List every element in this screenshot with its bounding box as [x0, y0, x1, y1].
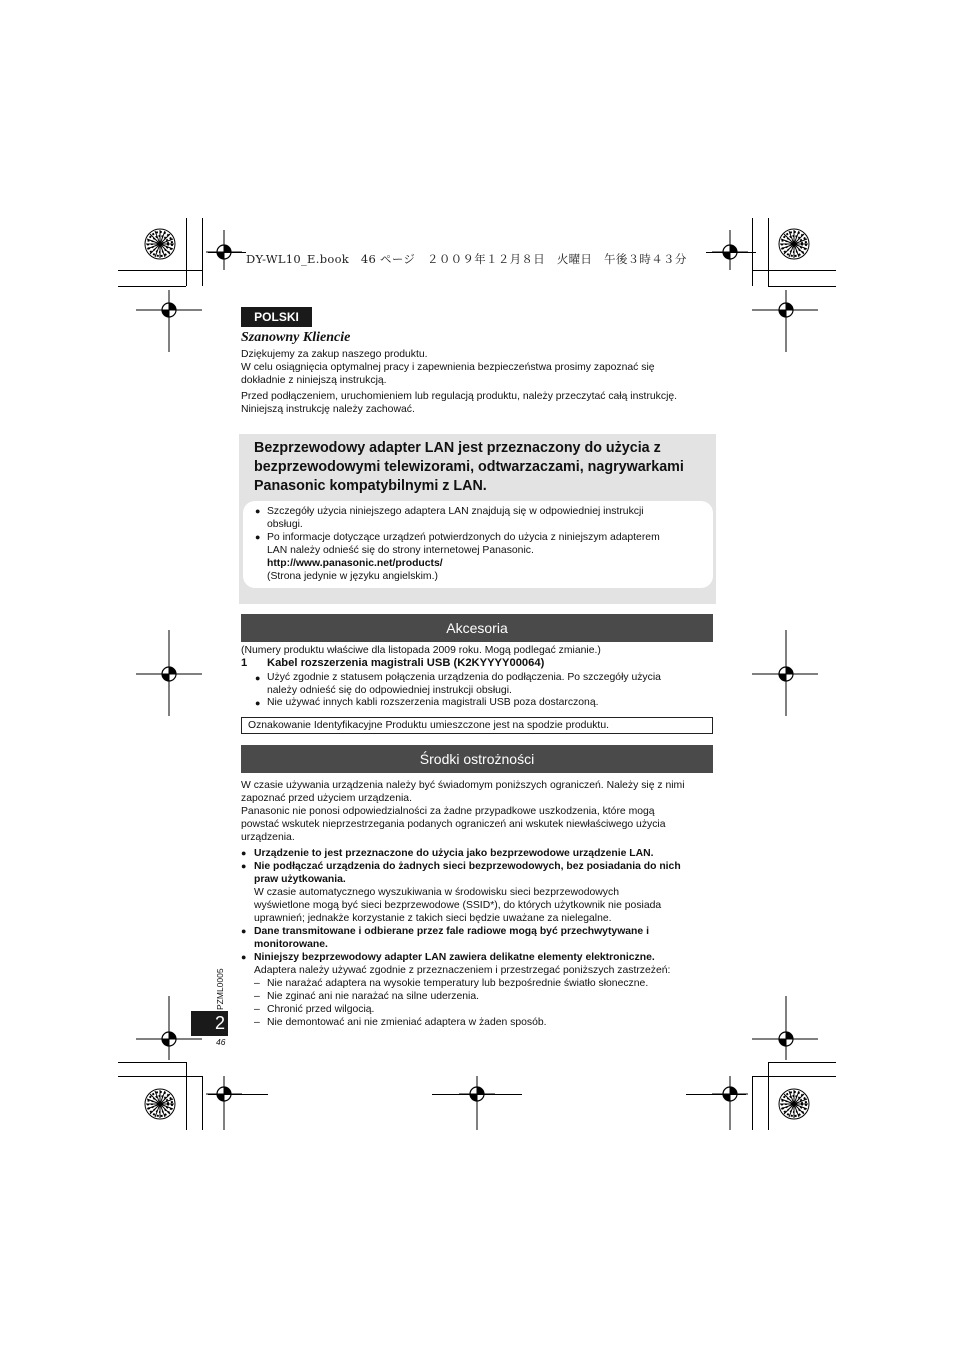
- bullet-text: wyświetlone mogą być sieci bezprzewodowe (SSID*), do których użytkownik nie posiada: [254, 900, 662, 911]
- bullet-icon: ●: [241, 848, 247, 858]
- dash-icon: –: [254, 1004, 260, 1015]
- bullet-text: Szczegóły użycia niniejszego adaptera LAN znajdują się w odpowiedniej instrukcji: [267, 506, 644, 517]
- bullet-text: monitorowane.: [254, 939, 328, 950]
- bullet-text: Urządzenie to jest przeznaczone do użycia jako bezprzewodowe urządzenie LAN.: [254, 848, 654, 859]
- bullet-text: LAN należy odnieść się do strony internetowej Panasonic.: [267, 545, 534, 556]
- text-line: W czasie używania urządzenia należy być świadomym poniższych ograniczeń. Należy się z nimi: [241, 780, 685, 791]
- highlight-title-line: Panasonic kompatybilnymi z LAN.: [254, 478, 487, 494]
- intro-line: Przed podłączeniem, uruchomieniem lub regulacją produktu, należy przeczytać całą instrukcję.: [241, 391, 678, 402]
- bullet-text: obsługi.: [267, 519, 303, 530]
- bullet-text: (Strona jedynie w języku angielskim.): [267, 571, 438, 582]
- text-line: powstać wskutek nieprzestrzegania podanych ograniczeń ani wskutek niewłaściwego użycia: [241, 819, 666, 830]
- bullet-text: należy odnieść się do odpowiedniej instrukcji obsługi.: [267, 684, 512, 696]
- dash-icon: –: [254, 991, 260, 1002]
- accessories-heading: Akcesoria: [241, 614, 713, 642]
- registration-star: [779, 229, 809, 259]
- bullet-icon: ●: [255, 506, 261, 516]
- highlight-title-line: Bezprzewodowy adapter LAN jest przeznaczony do użycia z: [254, 440, 661, 456]
- intro-line: Dziękujemy za zakup naszego produktu.: [241, 349, 428, 360]
- intro-line: Niniejszą instrukcję należy zachować.: [241, 404, 415, 415]
- bullet-text: W czasie automatycznego wyszukiwania w środowisku sieci bezprzewodowych: [254, 887, 619, 898]
- bullet-icon: ●: [241, 926, 247, 936]
- greeting: Szanowny Kliencie: [241, 330, 351, 345]
- dash-text: Nie zginać ani nie narażać na silne uderzenia.: [267, 991, 479, 1002]
- dash-text: Nie narażać adaptera na wysokie temperatury lub bezpośrednie światło słoneczne.: [267, 978, 649, 989]
- bullet-text: Po informacje dotyczące urządzeń potwierdzonych do użycia z niniejszym adapterem: [267, 532, 660, 543]
- registration-star: [145, 229, 175, 259]
- bullet-text: Użyć zgodnie z statusem połączenia urządzenia do podłączenia. Po szczegóły użycia: [267, 672, 661, 683]
- registration-star: [145, 1089, 175, 1119]
- dash-icon: –: [254, 1017, 260, 1028]
- bullet-icon: ●: [241, 861, 247, 871]
- highlight-title-line: bezprzewodowymi telewizorami, odtwarzaczami, nagrywarkami: [254, 459, 684, 475]
- accessories-note: (Numery produktu właściwe dla listopada 2009 roku. Mogą podlegać zmianie.): [241, 645, 601, 656]
- bullet-text: praw użytkowania.: [254, 874, 346, 885]
- bullet-text: Nie używać innych kabli rozszerzenia magistrali USB poza dostarczoną.: [267, 697, 599, 708]
- file-info-header: DY-WL10_E.book 46 ページ ２００９年１２月８日 火曜日 午後３時４３分: [246, 252, 687, 266]
- bullet-text: uprawnień; jednakże korzystanie z takich sieci będzie uważane za nielegalne.: [254, 913, 612, 924]
- bullet-text: Dane transmitowane i odbierane przez fale radiowe mogą być przechwytywane i: [254, 926, 649, 937]
- bullet-icon: ●: [255, 532, 261, 542]
- bullet-icon: ●: [255, 698, 261, 708]
- product-id-text: Oznakowanie Identyfikacyjne Produktu umieszczone jest na spodzie produktu.: [248, 720, 609, 731]
- document-code: PZML0005: [215, 968, 225, 1010]
- page-tab-label: 2: [215, 1013, 226, 1033]
- panasonic-link[interactable]: http://www.panasonic.net/products/: [267, 558, 443, 569]
- bullet-icon: ●: [255, 673, 261, 683]
- intro-line: W celu osiągnięcia optymalnej pracy i zapewnienia bezpieczeństwa prosimy zapoznać się: [241, 362, 655, 373]
- precautions-heading: Środki ostrożności: [241, 745, 713, 773]
- bullet-text: Niniejszy bezprzewodowy adapter LAN zawiera delikatne elementy elektroniczne.: [254, 952, 655, 963]
- bullet-icon: ●: [241, 952, 247, 962]
- dash-icon: –: [254, 978, 260, 989]
- accessory-item-number: 1: [241, 657, 248, 669]
- language-tab: POLSKI: [241, 307, 312, 327]
- text-line: zapoznać przed użyciem urządzenia.: [241, 793, 412, 804]
- text-line: Panasonic nie ponosi odpowiedzialności za żadne przypadkowe uszkodzenia, które mogą: [241, 806, 655, 817]
- dash-text: Nie demontować ani nie zmieniać adaptera w żaden sposób.: [267, 1017, 547, 1028]
- page-number: 46: [216, 1037, 226, 1047]
- bullet-text: Nie podłączać urządzenia do żadnych sieci bezprzewodowych, bez posiadania do nich: [254, 861, 681, 872]
- registration-star: [779, 1089, 809, 1119]
- intro-line: dokładnie z niniejszą instrukcją.: [241, 375, 387, 386]
- bullet-text: Adaptera należy używać zgodnie z przeznaczeniem i przestrzegać poniższych zastrzeżeń:: [254, 965, 671, 976]
- dash-text: Chronić przed wilgocią.: [267, 1004, 375, 1015]
- accessory-item-name: Kabel rozszerzenia magistrali USB (K2KYYYY00064): [267, 657, 545, 669]
- text-line: urządzenia.: [241, 832, 295, 843]
